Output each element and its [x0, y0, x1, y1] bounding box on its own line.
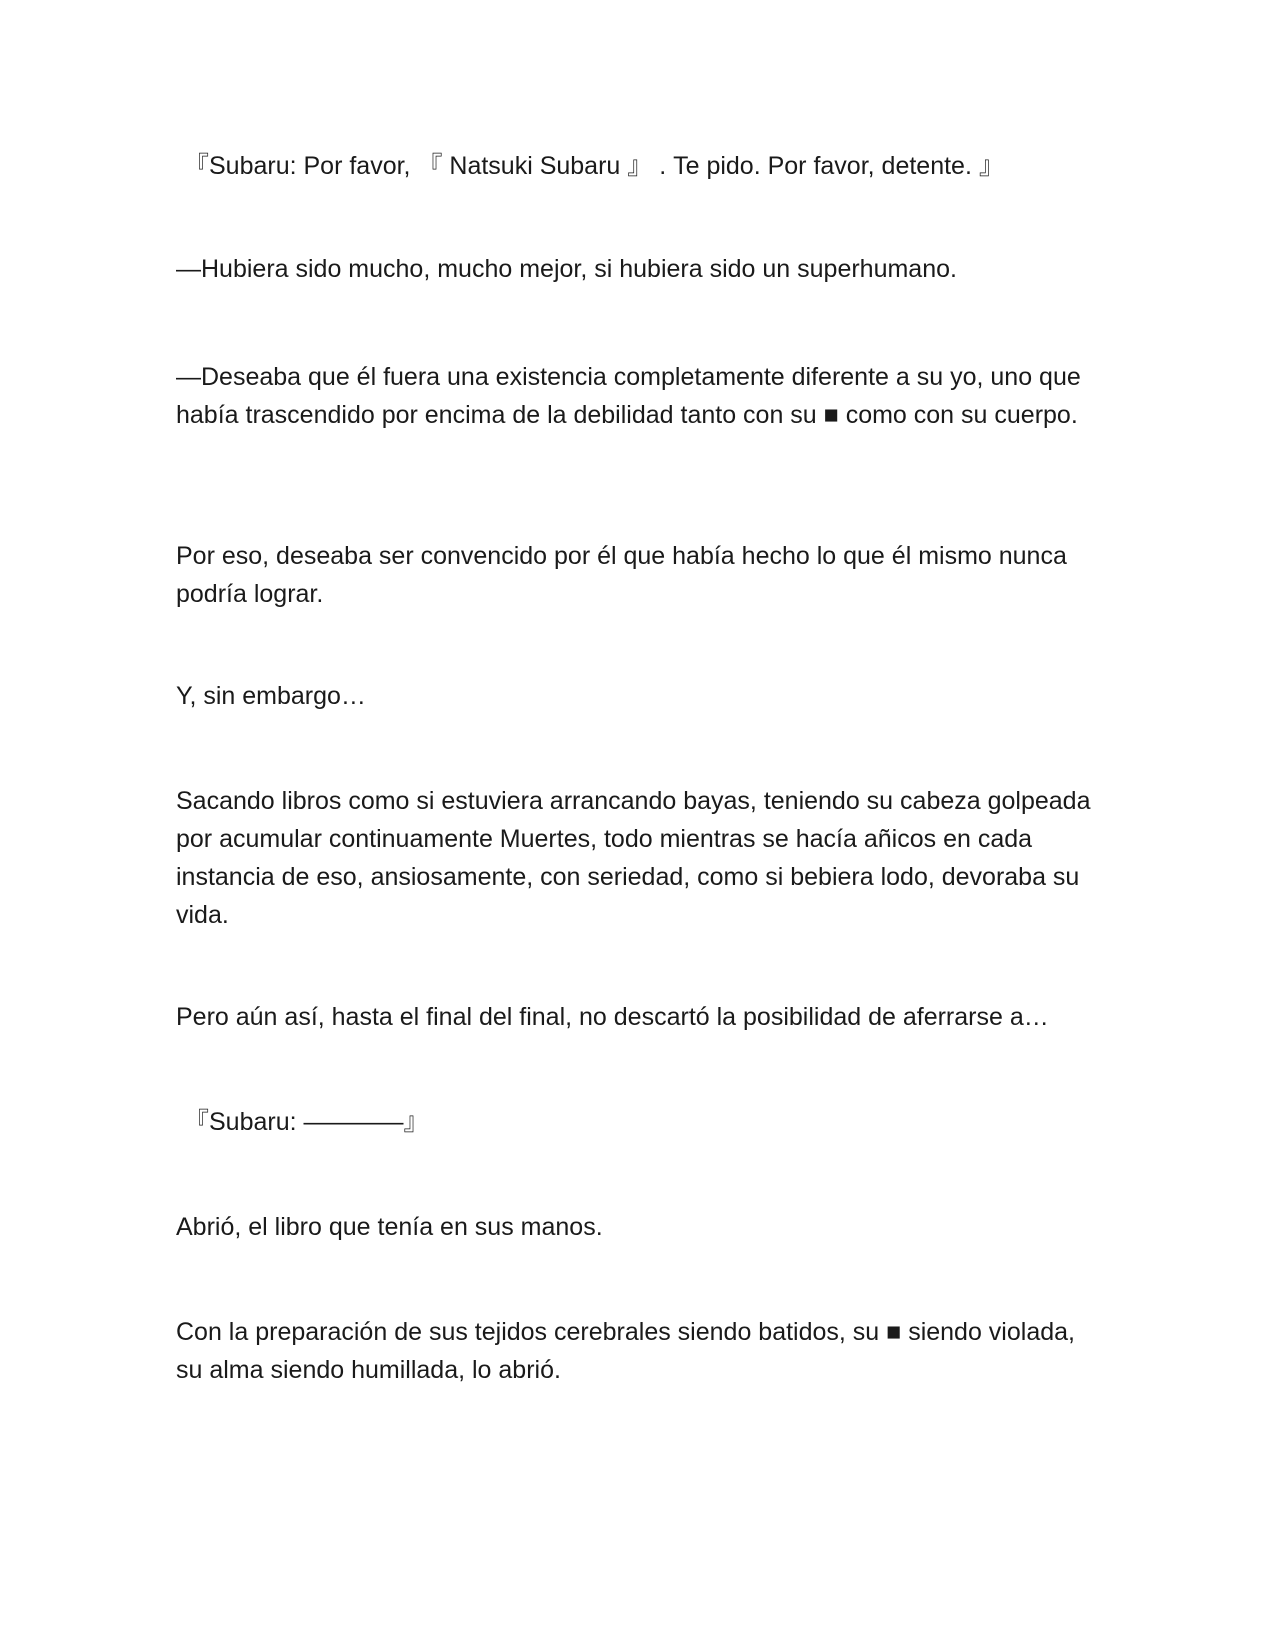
- dialogue-line: 『Subaru: Por favor, 『 Natsuki Subaru 』 . Te pido. Por favor, detente. 』: [184, 152, 1004, 180]
- dialogue-line: 『Subaru: ————』: [184, 1108, 429, 1136]
- paragraph: Por eso, deseaba ser convencido por él que había hecho lo que él mismo nunca podría lograr.: [176, 542, 1067, 608]
- paragraph: Y, sin embargo…: [176, 682, 366, 710]
- paragraph: —Hubiera sido mucho, mucho mejor, si hubiera sido un superhumano.: [176, 255, 957, 283]
- paragraph: Pero aún así, hasta el final del final, no descartó la posibilidad de aferrarse a…: [176, 1003, 1049, 1031]
- paragraph: Sacando libros como si estuviera arrancando bayas, teniendo su cabeza golpeada por acumular continuamente Muertes, todo mientras se hacía añicos en cada instancia de eso, ansiosamente, con seriedad, como si bebiera lodo, devoraba su vida.: [176, 787, 1091, 929]
- paragraph: —Deseaba que él fuera una existencia completamente diferente a su yo, uno que había trascendido por encima de la debilidad tanto con su ■ como con su cuerpo.: [176, 363, 1081, 429]
- paragraph: Con la preparación de sus tejidos cerebrales siendo batidos, su ■ siendo violada, su alma siendo humillada, lo abrió.: [176, 1318, 1075, 1384]
- paragraph: Abrió, el libro que tenía en sus manos.: [176, 1213, 603, 1241]
